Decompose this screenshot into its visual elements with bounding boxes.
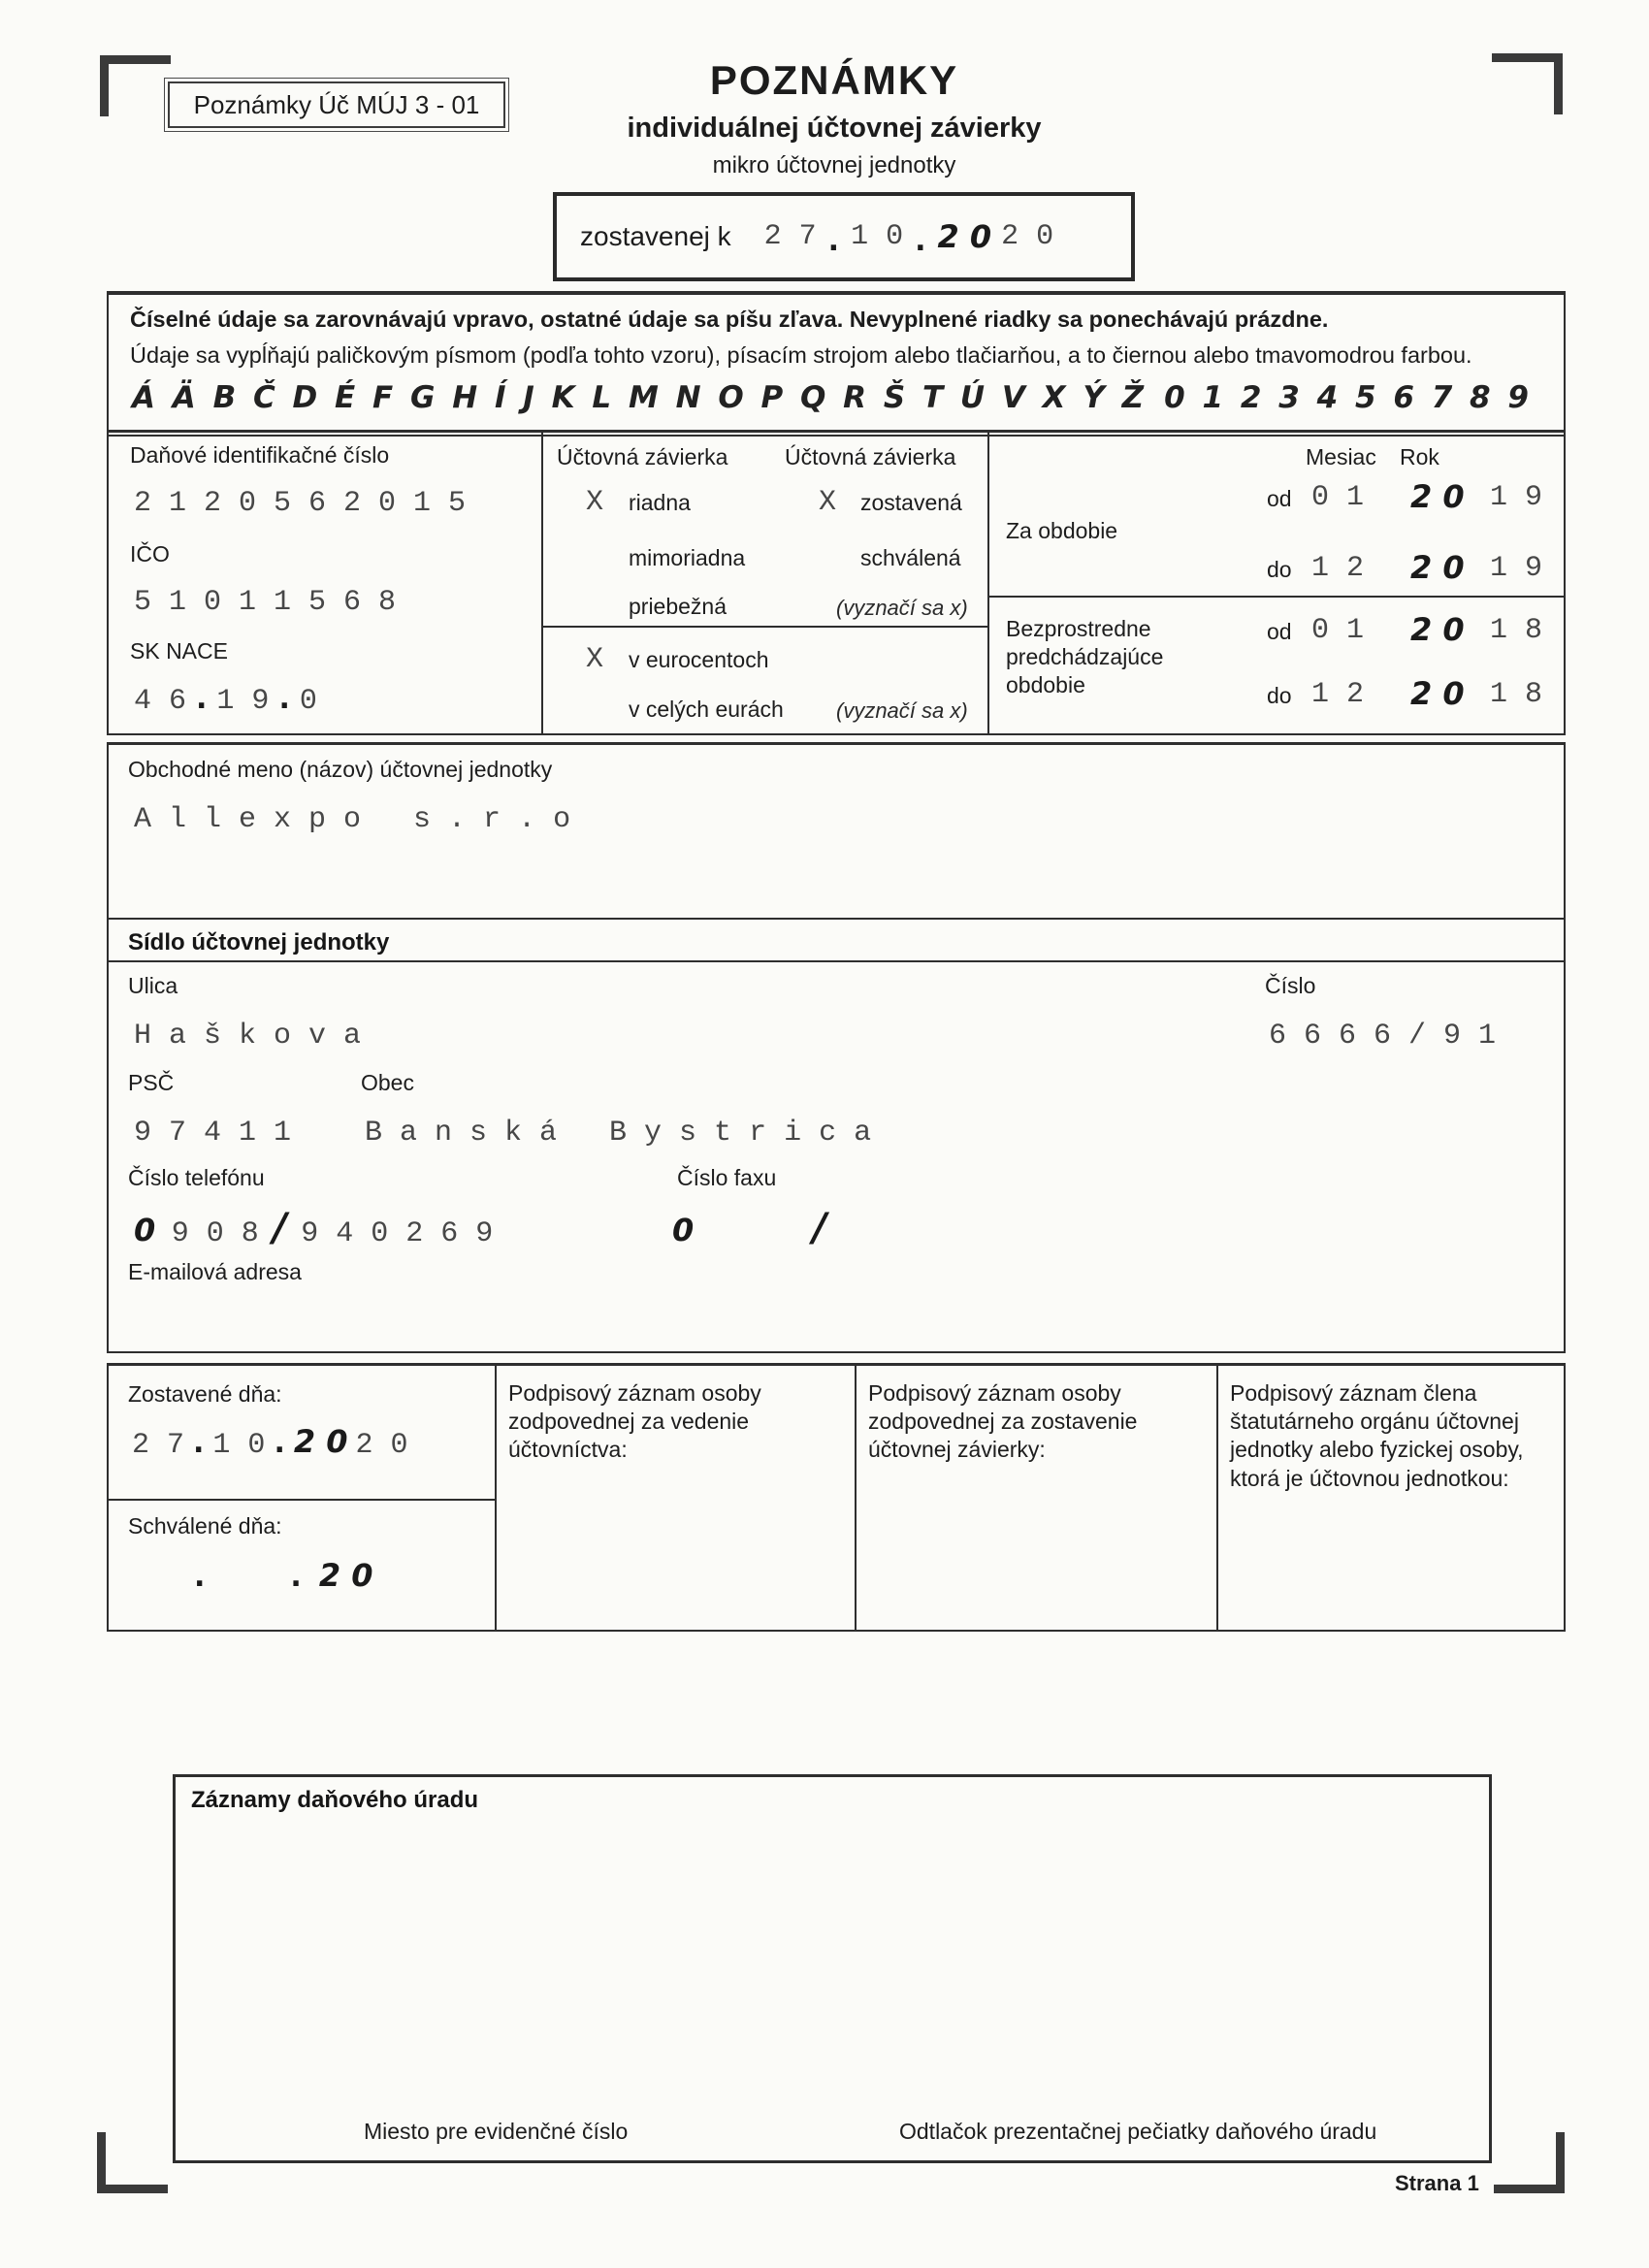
statutory-signature-label: Podpisový záznam člena štatutárneho orgánu účtovnej jednotky alebo fyzickej osoby, ktorá je účtovnou jednotkou: — [1230, 1380, 1524, 1491]
divider — [541, 626, 987, 628]
tax-office-box — [173, 1774, 1492, 2163]
compiled-date-box — [553, 192, 1135, 281]
date-dot: . — [290, 1560, 302, 1594]
company-name-value: A l l e x p o s . r . o — [134, 803, 571, 836]
previous-do-label: do — [1267, 683, 1292, 708]
compiled-on-label: Zostavené dňa: — [128, 1381, 282, 1407]
form-subtitle-2: mikro účtovnej jednotky — [712, 152, 956, 178]
identification-box — [107, 430, 1566, 735]
page-number-label: Strana 1 — [1395, 2171, 1479, 2195]
eurocents-x-mark: X — [586, 643, 604, 676]
zip-value: 9 7 4 1 1 — [134, 1117, 292, 1150]
whole-euros-label: v celých eurách — [629, 697, 784, 722]
schvalena-label: schválená — [860, 545, 961, 570]
compiled-day-value: 2 7 — [763, 220, 817, 253]
approved-on-label: Schválené dňa: — [128, 1513, 282, 1539]
signature-block — [107, 1363, 1566, 1632]
date-dot: . — [915, 224, 926, 258]
seat-section-label: Sídlo účtovnej jednotky — [128, 929, 390, 956]
compiled-on-date: 2 7 . 1 0 . 2 0 2 0 — [132, 1423, 408, 1462]
company-box — [107, 742, 1566, 1353]
sample-digits: 0 1 2 3 4 5 6 7 8 9 — [1164, 380, 1529, 415]
form-code-box — [168, 81, 505, 128]
date-dot: . — [193, 1426, 205, 1460]
registration-number-label: Miesto pre evidenčné číslo — [364, 2119, 629, 2144]
phone-slash-preprint: / — [273, 1206, 287, 1250]
month-column-header: Mesiac — [1306, 444, 1376, 470]
instruction-line-2: Údaje sa vypĺňajú paličkovým písmom (podľa tohto vzoru), písacím strojom alebo tlačiarňou, a to čiernou alebo tmavomodrou farbou. — [130, 342, 1472, 368]
previous-period-label: Bezprostredne predchádzajúce obdobie — [1006, 616, 1164, 698]
street-value: H a š k o v a — [134, 1020, 362, 1053]
current-do-label: do — [1267, 557, 1292, 582]
corner-mark-bottom-left — [97, 2132, 168, 2193]
current-od-label: od — [1267, 486, 1292, 511]
divider — [541, 433, 543, 733]
sample-letters: Á Ä B Č D É F G H Í J K L M N O P Q R Š T Ú V X Ý Ž — [132, 380, 1145, 415]
previous-do-century: 2 0 — [1410, 675, 1465, 712]
sample-character-row — [132, 380, 1529, 415]
phone-prefix-preprint: 0 — [134, 1212, 156, 1248]
phone-label: Číslo telefónu — [128, 1165, 265, 1190]
zip-label: PSČ — [128, 1070, 175, 1095]
date-dot: . — [827, 224, 840, 258]
tax-office-section-label: Záznamy daňového úradu — [191, 1787, 479, 1813]
riadna-label: riadna — [629, 490, 691, 515]
divider — [109, 1499, 495, 1501]
priebezna-label: priebežná — [629, 594, 728, 619]
divider — [987, 433, 989, 733]
mark-note-1: (vyznačí sa x) — [836, 596, 968, 620]
previous-od-month: 0 1 — [1311, 614, 1365, 647]
mimoriadna-label: mimoriadna — [629, 545, 746, 570]
zostavena-x-mark: X — [819, 486, 837, 519]
eurocents-label: v eurocentoch — [629, 647, 769, 672]
divider — [855, 1366, 857, 1630]
street-label: Ulica — [128, 973, 178, 998]
fax-slash-preprint: / — [812, 1206, 827, 1250]
fax-value — [672, 1206, 827, 1250]
year-column-header: Rok — [1400, 444, 1439, 470]
divider — [109, 960, 1564, 962]
date-dot: . — [274, 1426, 285, 1460]
current-do-month: 1 2 — [1311, 552, 1365, 585]
previous-od-year: 1 8 — [1490, 614, 1543, 647]
instruction-line-1: Číselné údaje sa zarovnávajú vpravo, ostatné údaje sa píšu zľava. Nevyplnené riadky sa ponechávajú prázdne. — [130, 307, 1329, 332]
fax-prefix-preprint: 0 — [672, 1212, 695, 1248]
closing-header-2: Účtovná závierka — [785, 444, 956, 470]
stamp-label: Odtlačok prezentačnej pečiatky daňového úradu — [899, 2119, 1377, 2144]
fax-label: Číslo faxu — [677, 1165, 777, 1190]
street-number-label: Číslo — [1265, 973, 1316, 998]
tax-id-label: Daňové identifikačné číslo — [130, 442, 390, 468]
compiled-century-preprint: 2 0 — [937, 218, 992, 255]
compiled-month-value: 1 0 — [851, 220, 904, 253]
city-value: B a n s k á B y s t r i c a — [365, 1117, 872, 1150]
divider — [1216, 1366, 1218, 1630]
mark-note-2: (vyznačí sa x) — [836, 698, 968, 723]
riadna-x-mark: X — [586, 486, 604, 519]
corner-mark-bottom-right — [1494, 2132, 1565, 2193]
street-number-value: 6 6 6 6 / 9 1 — [1269, 1020, 1497, 1053]
email-label: E-mailová adresa — [128, 1259, 302, 1284]
current-od-year: 1 9 — [1490, 481, 1543, 514]
form-subtitle-1: individuálnej účtovnej závierky — [627, 113, 1042, 144]
divider — [495, 1366, 497, 1630]
city-label: Obec — [361, 1070, 414, 1095]
previous-do-year: 1 8 — [1490, 678, 1543, 711]
current-od-month: 0 1 — [1311, 481, 1365, 514]
current-od-century: 2 0 — [1410, 478, 1465, 515]
compiled-date-label: zostavenej k — [580, 221, 731, 251]
form-title: POZNÁMKY — [709, 57, 959, 103]
compiled-year-value: 2 0 — [1001, 220, 1054, 253]
divider — [987, 596, 1564, 598]
divider — [109, 918, 1564, 920]
tax-id-value: 2 1 2 0 5 6 2 0 1 5 — [134, 487, 467, 520]
current-period-label: Za obdobie — [1006, 518, 1118, 543]
ico-value: 5 1 0 1 1 5 6 8 — [134, 586, 397, 619]
statements-signature-label: Podpisový záznam osoby zodpovednej za zostavenie účtovnej závierky: — [868, 1380, 1138, 1463]
current-do-century: 2 0 — [1410, 549, 1465, 586]
sk-nace-value: 4 6 . 1 9 . 0 — [134, 682, 317, 718]
previous-od-label: od — [1267, 619, 1292, 644]
approved-on-date: . . 2 0 — [194, 1557, 373, 1594]
sk-nace-dot: . — [196, 682, 208, 716]
ico-label: IČO — [130, 541, 170, 567]
company-name-label: Obchodné meno (názov) účtovnej jednotky — [128, 757, 553, 782]
bookkeeping-signature-label: Podpisový záznam osoby zodpovednej za vedenie účtovníctva: — [508, 1380, 761, 1463]
instructions-box — [107, 291, 1566, 437]
closing-header-1: Účtovná závierka — [557, 444, 728, 470]
current-do-year: 1 9 — [1490, 552, 1543, 585]
sk-nace-dot: . — [278, 682, 290, 716]
sk-nace-label: SK NACE — [130, 638, 228, 664]
zostavena-label: zostavená — [860, 490, 962, 515]
date-dot: . — [194, 1560, 206, 1594]
phone-value: 0 9 0 8 / 9 4 0 2 6 9 — [134, 1206, 494, 1250]
previous-od-century: 2 0 — [1410, 611, 1465, 648]
previous-do-month: 1 2 — [1311, 678, 1365, 711]
form-code-label: Poznámky Úč MÚJ 3 - 01 — [193, 89, 480, 119]
